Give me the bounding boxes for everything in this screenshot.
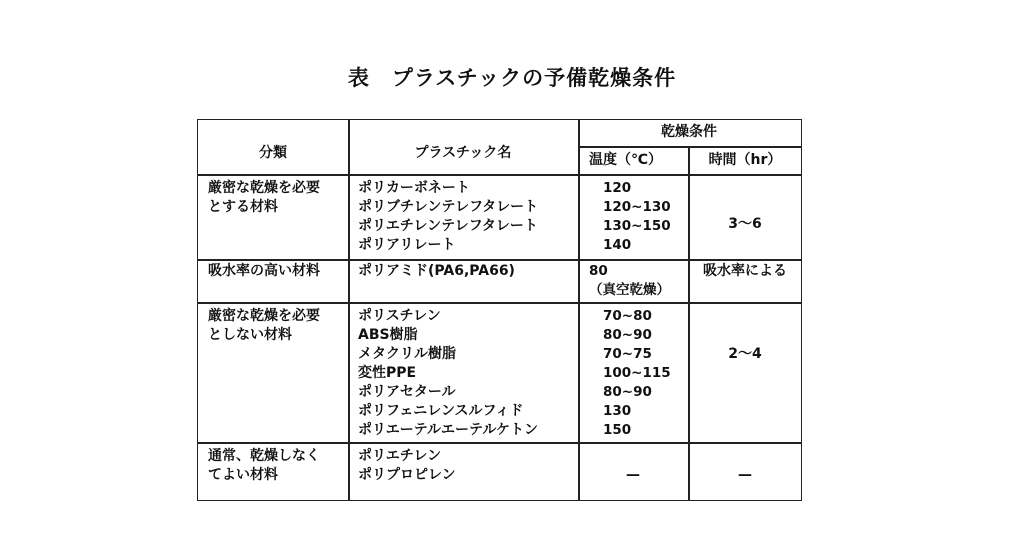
header-time: 時間（hr） (708, 152, 782, 168)
plastic-list (358, 262, 515, 281)
list-item: ポリフェニレンスルフィド (358, 403, 524, 419)
header-sub-divider (578, 146, 801, 148)
column-divider (348, 120, 350, 500)
row-category: 通常、乾燥しなく てよい材料 (208, 448, 320, 483)
header-category: 分類 (259, 145, 287, 161)
list-item: ポリアセタール (358, 384, 456, 400)
drying-time: 2～4 (728, 346, 762, 362)
drying-conditions-table (197, 119, 802, 501)
drying-time: 3～6 (728, 216, 762, 232)
list-item: 80~90 (603, 327, 652, 343)
row-divider (198, 259, 801, 261)
list-item: 150 (603, 422, 632, 438)
header-plastic-name: プラスチック名 (414, 145, 512, 161)
temperature-list (603, 307, 671, 440)
plastic-list (358, 307, 538, 440)
drying-time: 吸水率による (703, 263, 787, 279)
list-item: ポリカーボネート (358, 180, 470, 196)
list-item: ポリアリレート (358, 237, 456, 253)
row-divider (198, 302, 801, 304)
list-item: 80~90 (603, 384, 652, 400)
list-item: ポリアミド(PA6,PA66) (358, 263, 515, 279)
list-item: 70~80 (603, 308, 652, 324)
column-divider (578, 120, 580, 500)
temperature-list (589, 262, 670, 300)
list-item: ポリエチレン (358, 448, 442, 464)
list-item: メタクリル樹脂 (358, 346, 456, 362)
list-item: 80 (589, 263, 608, 279)
column-divider (688, 147, 690, 500)
list-item: 130~150 (603, 218, 671, 234)
list-item: （真空乾燥） (589, 282, 670, 298)
list-item: 120 (603, 180, 632, 196)
list-item: ABS樹脂 (358, 327, 418, 343)
list-item: ポリブチレンテレフタレート (358, 199, 539, 215)
header-drying-conditions: 乾燥条件 (661, 124, 717, 140)
temperature-list (603, 179, 671, 255)
row-category: 厳密な乾燥を必要 とする材料 (208, 180, 320, 215)
list-item: ポリエーテルエーテルケトン (358, 422, 539, 438)
list-item: 70~75 (603, 346, 652, 362)
list-item: 100~115 (603, 365, 671, 381)
row-category: 厳密な乾燥を必要 としない材料 (208, 308, 320, 343)
header-bottom-divider (198, 174, 801, 176)
row-divider (198, 442, 801, 444)
list-item: 120~130 (603, 199, 671, 215)
drying-time: — (738, 467, 752, 483)
list-item: ポリプロピレン (358, 467, 456, 483)
table-title: 表 プラスチックの予備乾燥条件 (347, 66, 677, 90)
plastic-list (358, 447, 456, 485)
plastic-list (358, 179, 538, 255)
list-item: 変性PPE (358, 365, 417, 381)
list-item: ポリスチレン (358, 308, 441, 324)
list-item: 140 (603, 237, 632, 253)
list-item: 130 (603, 403, 632, 419)
header-temperature: 温度（℃） (589, 152, 662, 168)
list-item: ポリエチレンテレフタレート (358, 218, 538, 234)
temperature-dash: — (626, 467, 640, 483)
row-category: 吸水率の高い材料 (208, 263, 320, 279)
